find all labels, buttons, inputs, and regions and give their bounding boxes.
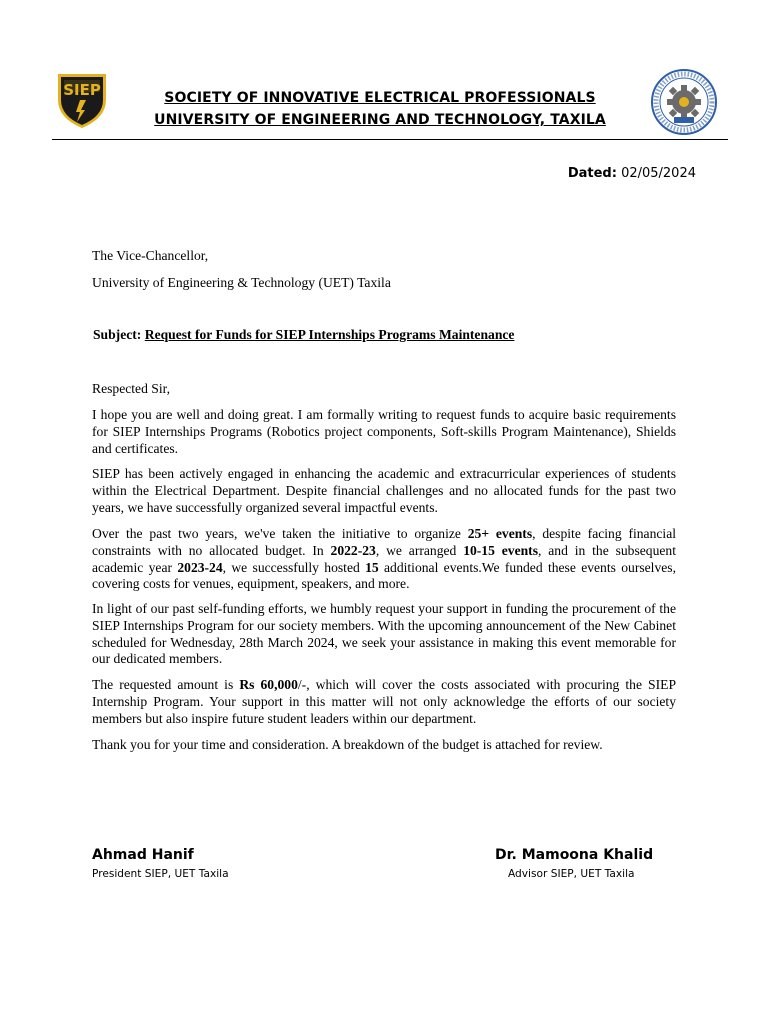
signatory-right-role: Advisor SIEP, UET Taxila — [508, 868, 635, 880]
body-paragraph-2: SIEP has been actively engaged in enhancing the academic and extracurricular experiences of students within the Electrical Department. Despite financial challenges and no allocated funds for the past two years, we have successfully organized several impactful events. — [92, 466, 676, 515]
subject-label: Subject: — [93, 327, 142, 342]
siep-logo-text: SIEP — [63, 81, 101, 99]
p3-bold-year-1: 2022-23 — [330, 542, 376, 558]
signatory-right-name: Dr. Mamoona Khalid — [495, 847, 654, 863]
date-value: 02/05/2024 — [621, 166, 696, 181]
p3-text: Over the past two years, we've taken the initiative to organize — [92, 526, 468, 541]
body-paragraph-3 — [92, 526, 676, 593]
recipient-institution: University of Engineering & Technology (UET) Taxila — [92, 275, 391, 290]
p3-text: additional events.We funded these events ourselves, covering costs for venues, equipment, speakers, and more. — [92, 559, 676, 592]
body-paragraph-5 — [92, 677, 676, 727]
date-line — [568, 166, 696, 181]
p3-bold-year-2: 2023-24 — [177, 559, 223, 575]
body-paragraph-4: In light of our past self-funding efforts, we humbly request your support in funding the procurement of the SIEP Internships Program for our society members. With the upcoming announcement of the New Cabinet scheduled for Wednesday, 28th March 2024, we seek your assistance in making this event memorable for our dedicated members. — [92, 601, 676, 667]
uet-gear-seal-icon — [650, 68, 718, 136]
recipient-title: The Vice-Chancellor, — [92, 248, 209, 263]
org-name-line-1: SOCIETY OF INNOVATIVE ELECTRICAL PROFESSIONALS — [164, 90, 596, 106]
p3-bold-events-year-1: 10-15 events — [463, 542, 538, 558]
p3-text: , we successfully hosted — [222, 559, 366, 575]
date-label: Dated: — [567, 166, 617, 181]
p3-text: , we arranged — [375, 542, 464, 558]
p3-bold-events-total: 25+ events — [467, 526, 533, 541]
p5-bold-amount: Rs 60,000 — [239, 677, 298, 692]
p5-text: The requested amount is — [92, 677, 240, 692]
p3-text: , despite facing financial constraints with no allocated budget. In — [92, 526, 677, 558]
header-divider — [52, 139, 728, 140]
p5-text: /-, which will cover the costs associated with procuring the SIEP Internship Program. Your support in this matter will not only acknowledge the efforts of our society members but also inspire future student leaders within our department. — [92, 677, 677, 726]
subject-line — [93, 327, 514, 343]
signatory-left-name: Ahmad Hanif — [92, 847, 194, 863]
body-paragraph-6: Thank you for your time and consideration. A breakdown of the budget is attached for review. — [92, 737, 603, 752]
subject-text: Request for Funds for SIEP Internships Programs Maintenance — [144, 327, 515, 342]
org-name-line-2: UNIVERSITY OF ENGINEERING AND TECHNOLOGY, TAXILA — [154, 112, 606, 128]
salutation: Respected Sir, — [92, 381, 170, 396]
p3-bold-events-year-2: 15 — [365, 559, 379, 575]
siep-shield-logo-icon — [54, 70, 110, 130]
body-paragraph-1: I hope you are well and doing great. I am formally writing to request funds to acquire basic requirements for SIEP Internships Programs (Robotics project components, Soft-skills Program Maintenance), Shields and certificates. — [92, 407, 676, 456]
signatory-left-role: President SIEP, UET Taxila — [92, 868, 229, 880]
p3-text: , and in the subsequent academic year — [92, 542, 677, 575]
